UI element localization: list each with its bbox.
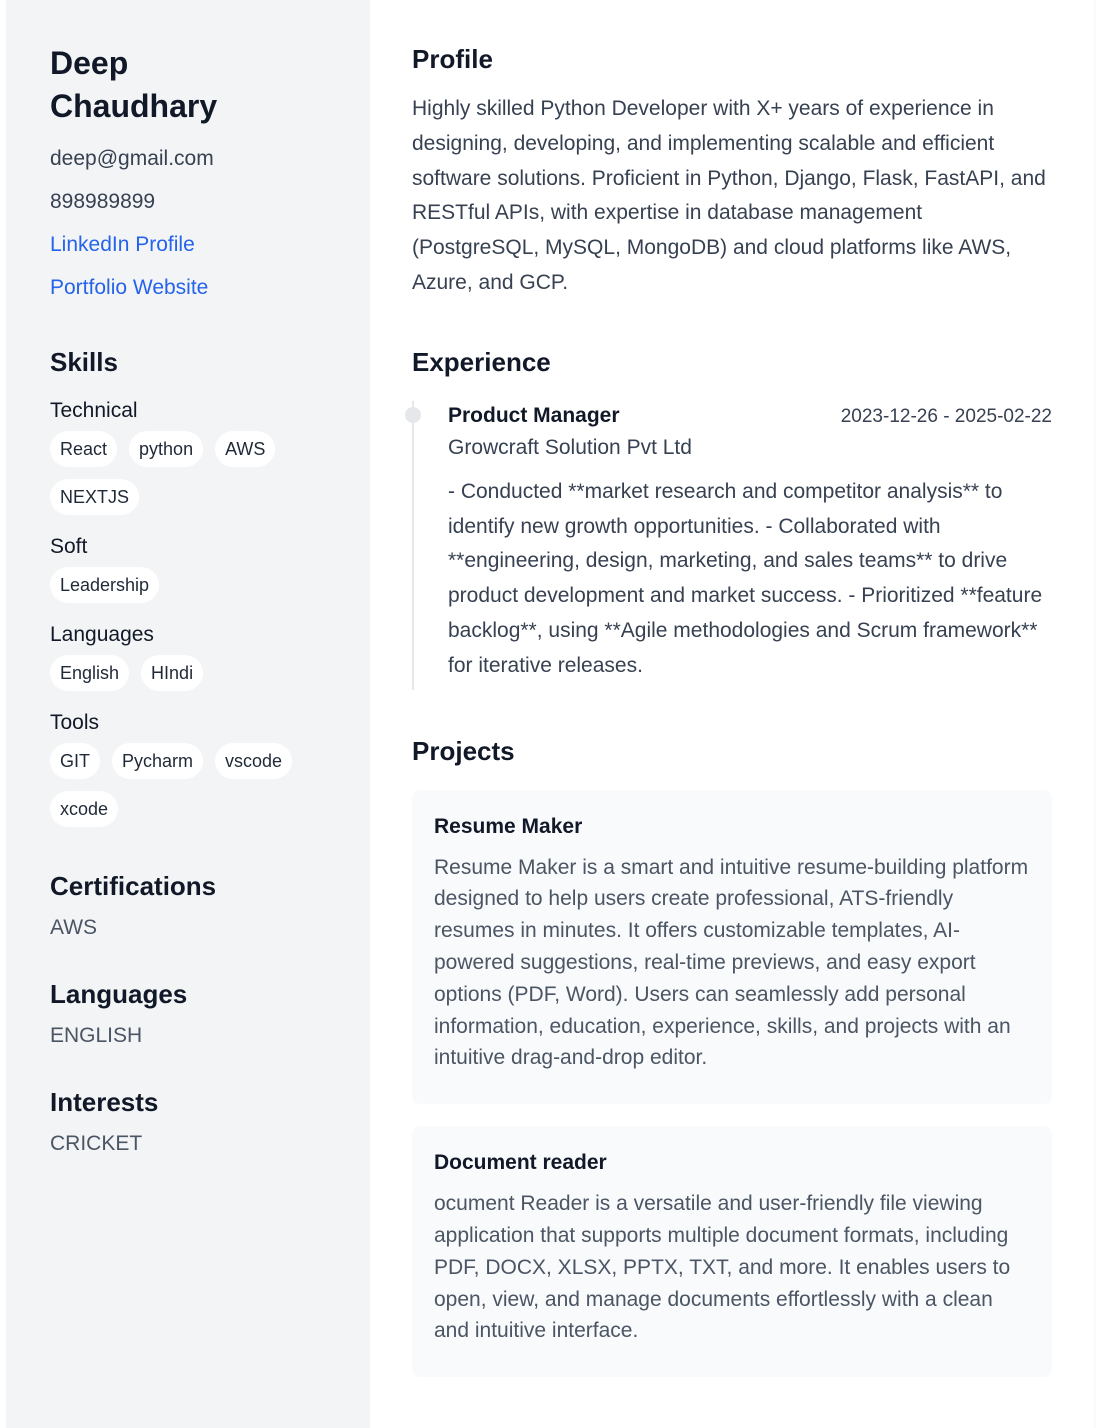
project-title: Resume Maker: [434, 814, 583, 838]
skill-tag: Leadership: [50, 567, 159, 603]
skill-category-soft: Soft: [50, 535, 88, 558]
project-card: [412, 790, 1052, 1105]
experience-item: [412, 401, 1052, 690]
skill-tag: React: [50, 431, 117, 467]
project-description: Resume Maker is a smart and intuitive resume-building platform designed to help users create professional, ATS-friendly resumes in minutes. It offers customizable templates, AI-powered suggestions, real-time previews, and easy export options (PDF, Word). Users can seamlessly add personal information, education, experience, skills, and projects with an intuitive drag-and-drop editor.: [434, 855, 1029, 1070]
projects-heading: Projects: [412, 735, 515, 766]
job-dates: 2023-12-26 - 2025-02-22: [840, 405, 1052, 427]
job-title: Product Manager: [448, 403, 620, 427]
linkedin-link[interactable]: LinkedIn Profile: [50, 233, 195, 256]
sidebar: [6, 0, 370, 1428]
interest-item: CRICKET: [50, 1132, 143, 1155]
portfolio-link[interactable]: Portfolio Website: [50, 276, 209, 299]
candidate-name: Deep Chaudhary: [50, 45, 218, 124]
company-name: Growcraft Solution Pvt Ltd: [448, 435, 692, 459]
profile-heading: Profile: [412, 44, 493, 74]
skill-tag: python: [129, 431, 203, 467]
interests-section: [50, 1085, 326, 1159]
phone-text: 898989899: [50, 190, 156, 213]
skills-heading: Skills: [50, 347, 118, 377]
certifications-heading: Certifications: [50, 871, 217, 901]
soft-tags: [50, 567, 320, 603]
tools-tags: [50, 743, 320, 827]
skill-tag: GIT: [50, 743, 100, 779]
skill-tag: HIndi: [141, 655, 203, 691]
languages-heading: Languages: [50, 979, 188, 1009]
skill-tag: Pycharm: [112, 743, 203, 779]
email-text: deep@gmail.com: [50, 147, 214, 170]
project-description: ocument Reader is a versatile and user-friendly file viewing application that supports multiple document formats, including PDF, DOCX, XLSX, PPTX, TXT, and more. It enables users to open, view, and manage documents effortlessly with a clean and intuitive interface.: [434, 1192, 1011, 1343]
timeline-dot: [405, 407, 421, 423]
skill-tag: AWS: [215, 431, 275, 467]
language-tags: [50, 655, 320, 691]
experience-heading: Experience: [412, 346, 551, 377]
skill-tag: xcode: [50, 791, 118, 827]
certification-item: AWS: [50, 916, 98, 939]
languages-section: [50, 977, 326, 1051]
project-title: Document reader: [434, 1151, 607, 1175]
certifications-section: [50, 869, 326, 943]
skill-category-tools: Tools: [50, 711, 100, 734]
project-card: [412, 1126, 1052, 1377]
interests-heading: Interests: [50, 1087, 159, 1117]
skill-category-technical: Technical: [50, 399, 138, 422]
skill-tag: vscode: [215, 743, 292, 779]
skill-tag: English: [50, 655, 129, 691]
skill-category-languages: Languages: [50, 623, 154, 646]
main-content: [370, 0, 1096, 1428]
profile-summary: Highly skilled Python Developer with X+ years of experience in designing, developing, and implementing scalable and efficient software solutions. Proficient in Python, Django, Flask, FastAPI, and RESTful APIs, with expertise in database management (PostgreSQL, MySQL, MongoDB) and cloud platforms like AWS, Azure, and GCP.: [412, 97, 1046, 294]
skill-tag: NEXTJS: [50, 479, 139, 515]
technical-tags: [50, 431, 320, 515]
job-description: - Conducted **market research and competitor analysis** to identify new growth opportunities. - Collaborated with **engineering, design, marketing, and sales teams** to drive product development and market success. - Prioritized **feature backlog**, using **Agile methodologies and Scrum framework** for iterative releases.: [448, 479, 1043, 677]
language-item: ENGLISH: [50, 1024, 143, 1047]
